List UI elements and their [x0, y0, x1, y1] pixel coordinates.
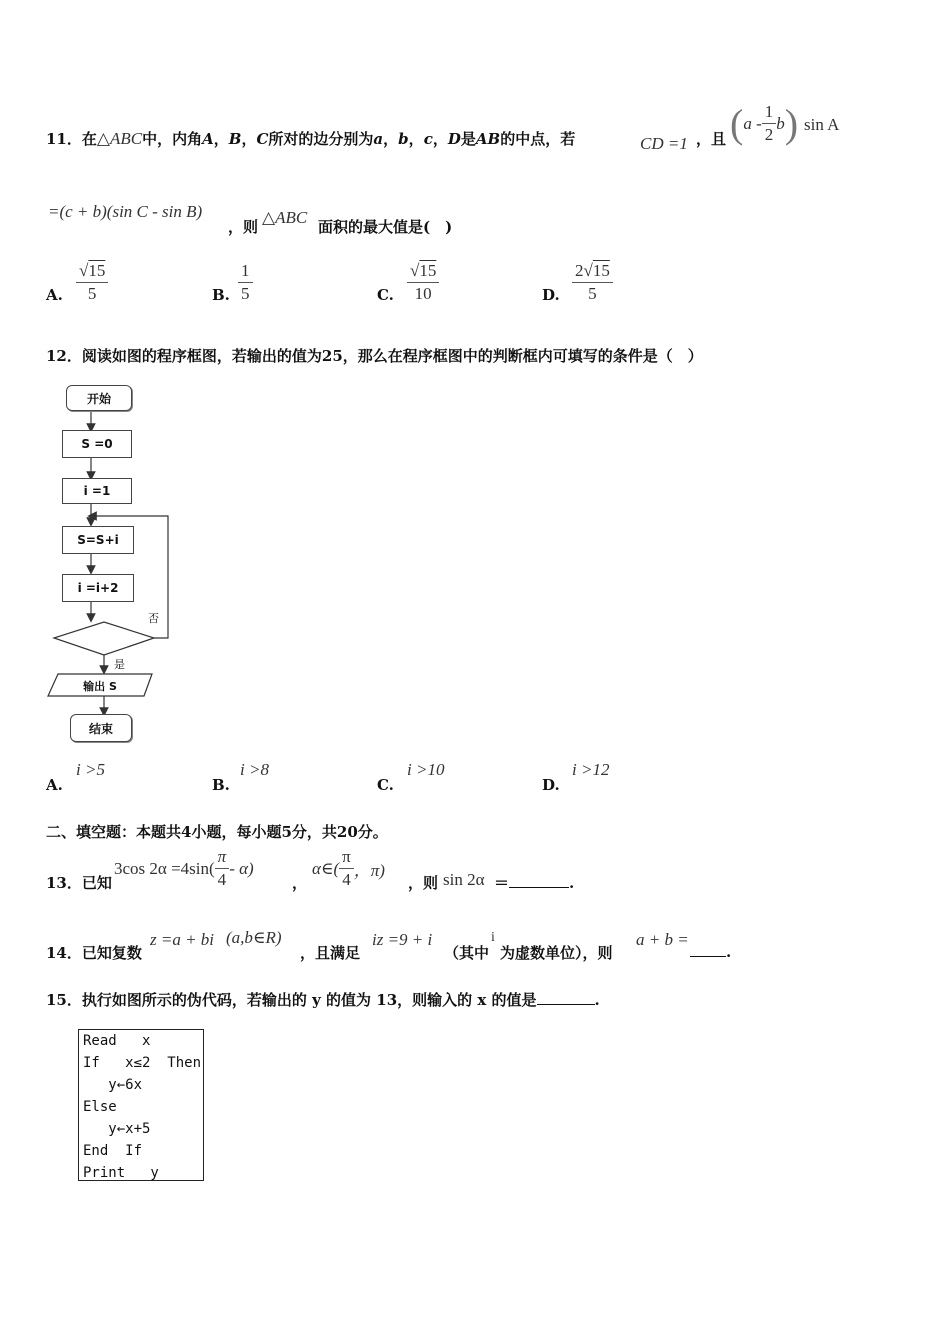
flow-output: 输出 S: [83, 680, 117, 693]
flow-i-update: i =i+2: [62, 574, 134, 602]
q14-satisfy: ，且满足: [300, 944, 361, 962]
q11-options: A. $\frac{√15}{5}$ B. $\frac{1}{5}$ C. $\frac{√15}{10}$ D. $\frac{2√15}{5}$: [46, 258, 666, 318]
q13-intro: 13．已知: [46, 874, 112, 892]
q11-then: ，则: [228, 218, 259, 236]
q14-ab-domain: (a,b∈R): [226, 928, 282, 947]
q12-text: 12．阅读如图的程序框图，若输出的值为25，那么在程序框图中的判断框内可填写的条件是（ ）: [46, 347, 703, 365]
q13-blank[interactable]: [509, 873, 569, 888]
flow-s-init: S =0: [62, 430, 132, 458]
q14-note-open: （其中: [444, 944, 490, 962]
q13-domain: α∈( $\frac{\pi}{4}$ ，π): [312, 847, 385, 889]
code-line: Read x: [83, 1033, 151, 1049]
flow-start: 开始: [66, 385, 132, 411]
q12-options: A. i >5 B. i >8 C. i >10 D. i >12: [46, 760, 610, 794]
flow-i-init: i =1: [62, 478, 132, 504]
flow-end: 结束: [70, 714, 132, 742]
q13-equation: 3cos 2α =4sin( $\frac{\pi}{4}$ - α): [114, 847, 254, 889]
code-line: y←6x: [83, 1077, 143, 1093]
q11-cd-condition: CD =1: [640, 134, 688, 153]
code-line: Else: [83, 1099, 117, 1115]
flow-s-update: S=S+i: [62, 526, 134, 554]
q13-comma: ，: [292, 874, 308, 892]
q14-blank[interactable]: [690, 942, 726, 957]
q14-i-symbol: i: [491, 930, 495, 945]
section-2-heading: 二、填空题：本题共4小题，每小题5分，共20分。: [46, 823, 388, 841]
q15-text: 15．执行如图所示的伪代码，若输出的 y 的值为 13，则输入的 x 的值是 .: [46, 991, 600, 1009]
q11-and: ，且: [696, 130, 727, 148]
q14-note-close: 为虚数单位），则: [500, 944, 613, 962]
q13-answer[interactable]: ＝ .: [494, 874, 575, 892]
flow-yes-label: 是: [114, 658, 125, 671]
q14-a-plus-b: a + b =: [636, 930, 689, 949]
q11-equation-rhs: =(c + b)(sin C - sin B): [48, 202, 203, 221]
code-line: If x≤2 Then: [83, 1055, 202, 1071]
flow-no-label: 否: [148, 612, 159, 625]
code-line: End If: [83, 1143, 143, 1159]
triangle-abc: △ABC: [96, 129, 143, 148]
q14-answer[interactable]: .: [690, 942, 731, 961]
code-line: y←x+5: [83, 1121, 151, 1137]
q11-line1: 11．在△ABC中，内角A，B，C所对的边分别为a，b，c，D是AB的中点，若: [46, 129, 576, 148]
pseudocode-box: [78, 1029, 204, 1181]
q15-blank[interactable]: [537, 990, 595, 1005]
q13-sin2a: sin 2α: [443, 870, 485, 889]
q11-sinA: sin A: [804, 115, 840, 134]
code-line: Print y: [83, 1165, 159, 1181]
q14-iz: iz =9 + i: [372, 930, 433, 949]
q13-then: ，则: [408, 874, 439, 892]
q14-intro: 14．已知复数: [46, 944, 142, 962]
q11-question-tail: 面积的最大值是( ): [318, 218, 453, 236]
q14-z: z =a + bi: [150, 930, 215, 949]
q11-paren-expression: ( a - $\frac{1}{2}$ b ): [730, 101, 799, 146]
q11-number: 11．: [46, 130, 82, 148]
triangle-abc-2: △ABC: [262, 208, 308, 227]
